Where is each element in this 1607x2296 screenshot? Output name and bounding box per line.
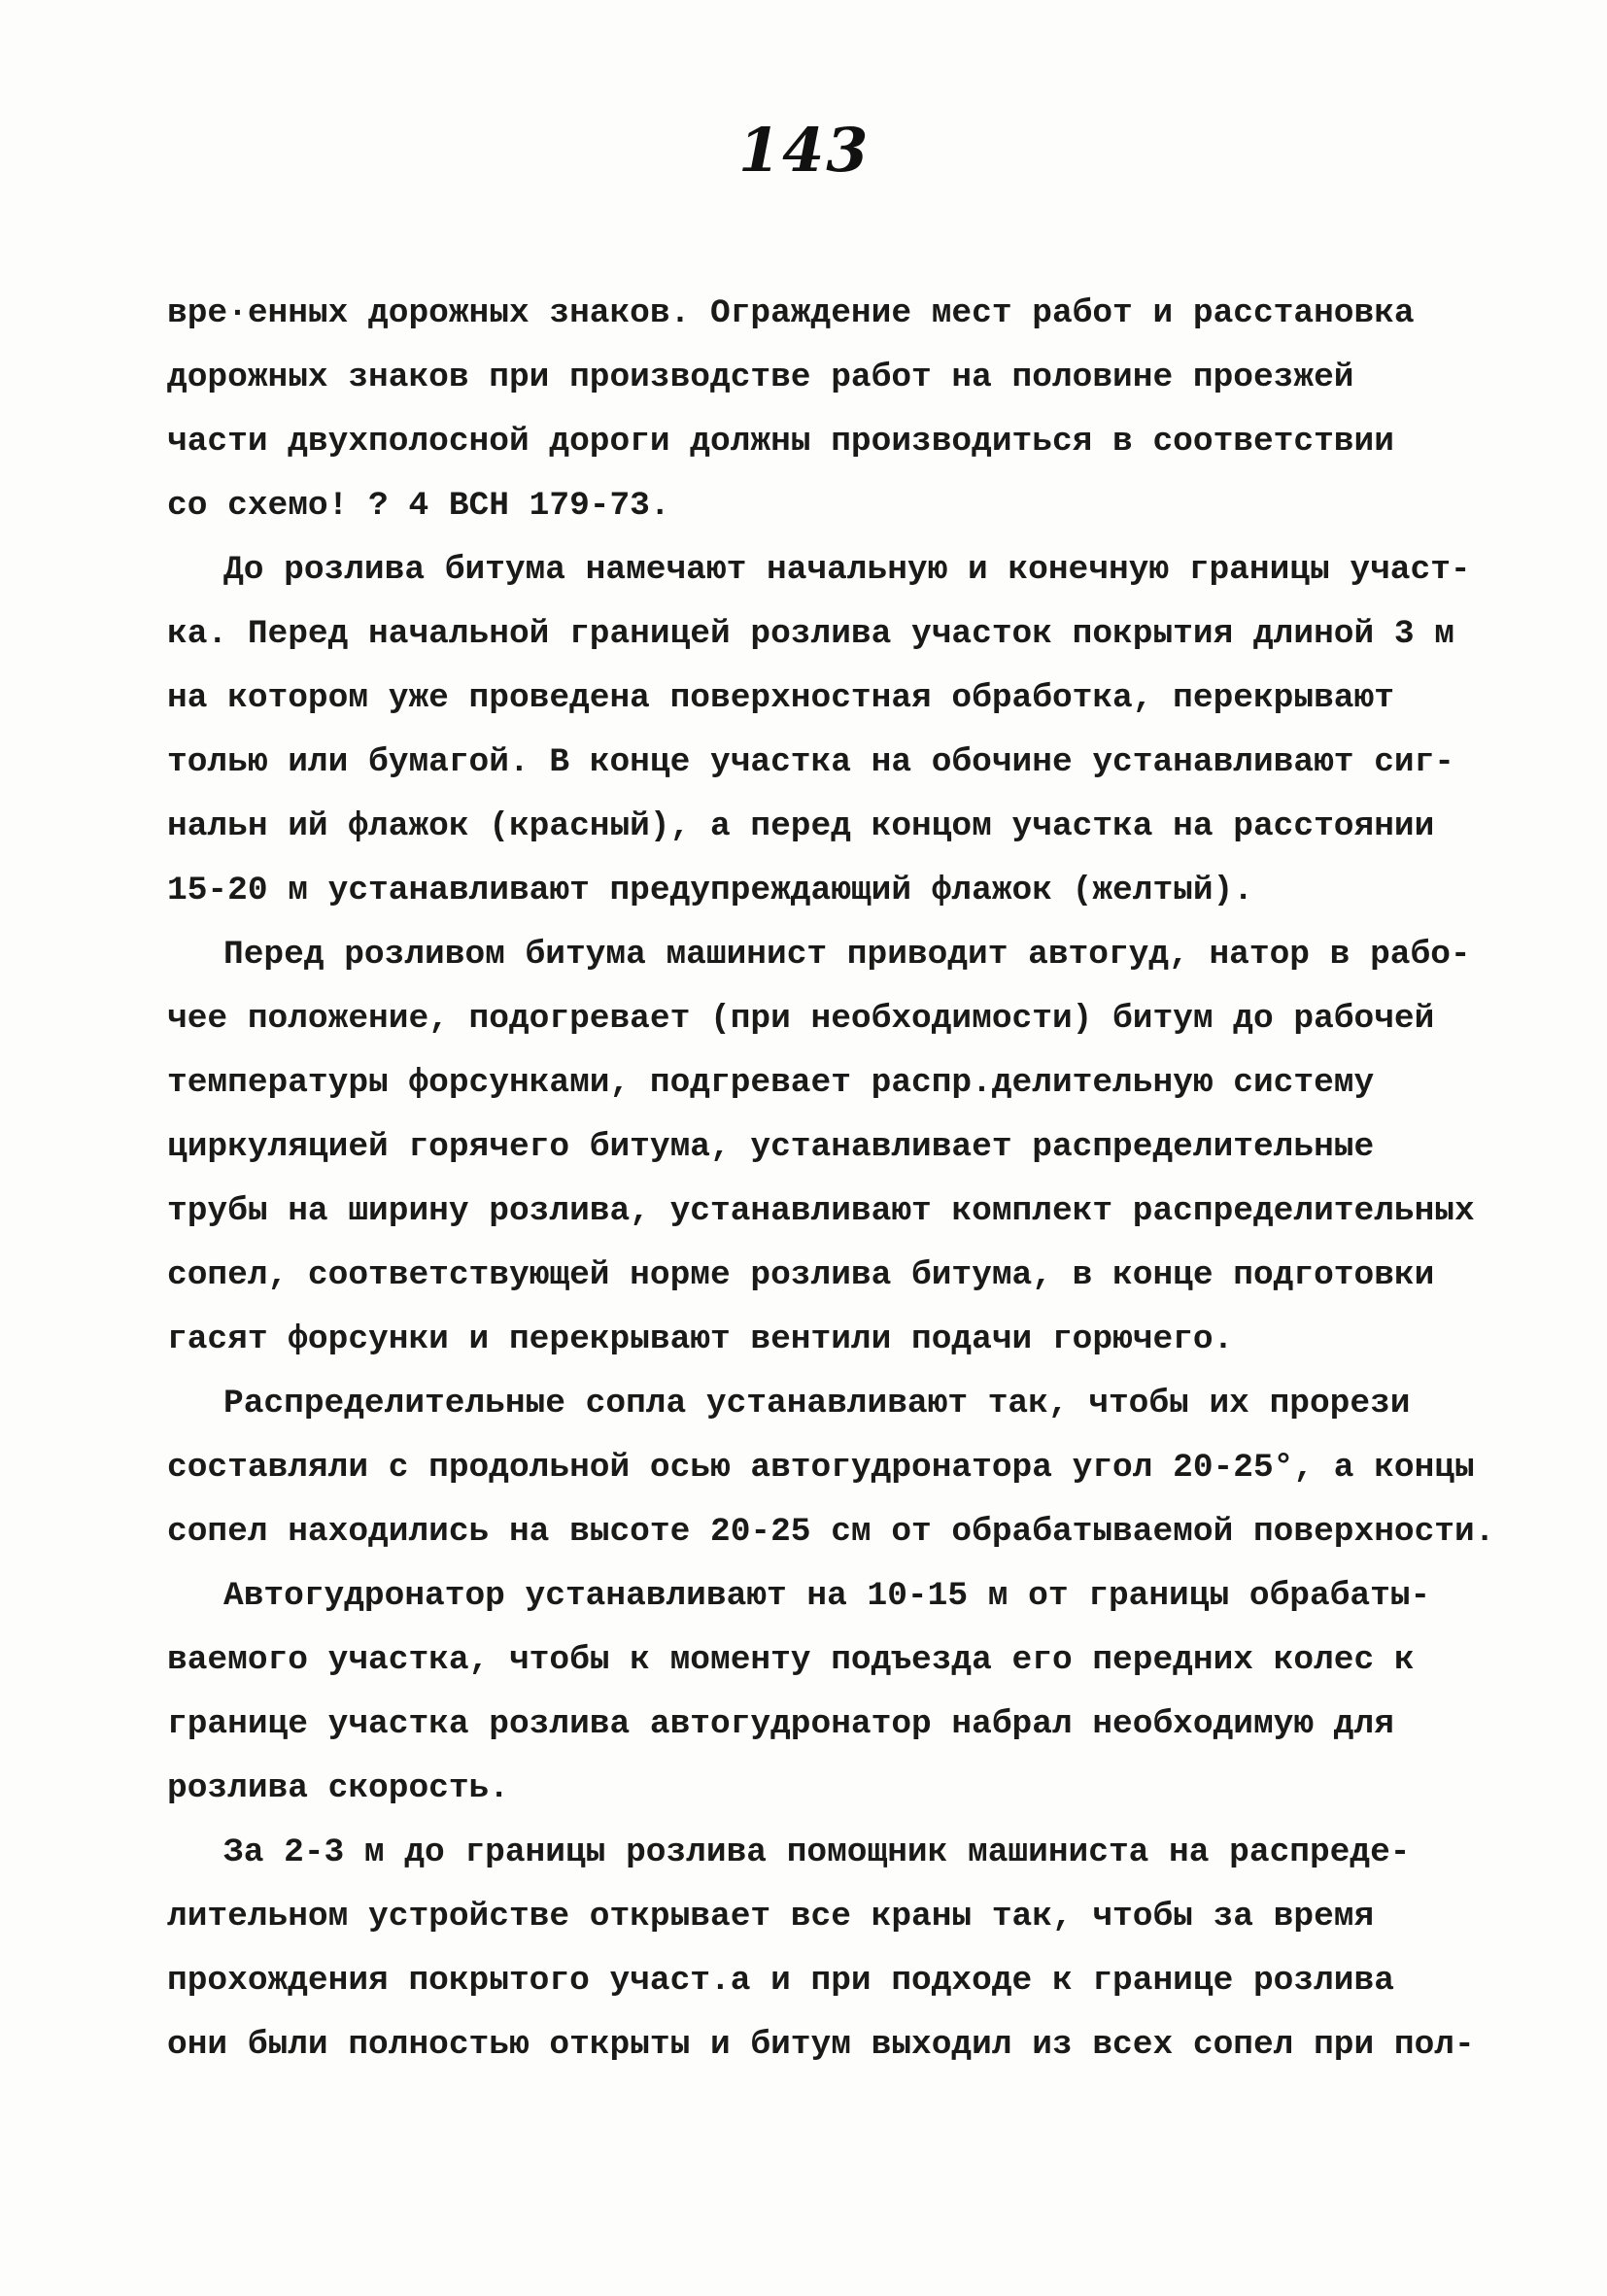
- text-line: они были полностью открыты и битум выходил из всех сопел при пол-: [167, 2026, 1475, 2064]
- text-line: дорожных знаков при производстве работ на половине проезжей: [167, 359, 1354, 396]
- text-line: со схемо! ? 4 ВСН 179-73.: [167, 487, 670, 525]
- text-line: прохождения покрытого участ.а и при подходе к границе розлива: [167, 1962, 1394, 2000]
- text-line: Автогудронатор устанавливают на 10-15 м от границы обрабаты-: [223, 1577, 1431, 1615]
- text-line: на котором уже проведена поверхностная обработка, перекрывают: [167, 679, 1394, 717]
- text-line: Перед розливом битума машинист приводит автогуд, натор в рабо-: [223, 936, 1471, 974]
- page-number: 143: [738, 115, 871, 186]
- text-line: гасят форсунки и перекрывают вентили подачи горючего.: [167, 1320, 1234, 1358]
- body-text: [167, 282, 1495, 2077]
- text-line: циркуляцией горячего битума, устанавливает распределительные: [167, 1128, 1375, 1166]
- text-line: части двухполосной дороги должны производиться в соответствии: [167, 423, 1394, 461]
- text-line: толью или бумагой. В конце участка на обочине устанавливают сиг-: [167, 743, 1455, 781]
- text-line: сопел находились на высоте 20-25 см от обрабатываемой поверхности.: [167, 1513, 1495, 1551]
- text-line: 15-20 м устанавливают предупреждающий флажок (желтый).: [167, 872, 1253, 909]
- text-line: температуры форсунками, подгревает распр.делительную систему: [167, 1064, 1375, 1102]
- text-line: вре·енных дорожных знаков. Ограждение мест работ и расстановка: [167, 294, 1415, 332]
- text-line: ка. Перед начальной границей розлива участок покрытия длиной 3 м: [167, 615, 1455, 653]
- text-line: составляли с продольной осью автогудронатора угол 20-25°, а концы: [167, 1449, 1475, 1487]
- text-line: лительном устройстве открывает все краны так, чтобы за время: [167, 1898, 1375, 1936]
- text-line: нальн ий флажок (красный), а перед концом участка на расстоянии: [167, 807, 1435, 845]
- text-line: сопел, соответствующей норме розлива битума, в конце подготовки: [167, 1256, 1435, 1294]
- text-line: ваемого участка, чтобы к моменту подъезда его передних колес к: [167, 1641, 1415, 1679]
- text-line: До розлива битума намечают начальную и конечную границы участ-: [223, 551, 1471, 589]
- text-line: За 2-3 м до границы розлива помощник машиниста на распреде-: [223, 1833, 1411, 1871]
- text-line: розлива скорость.: [167, 1769, 509, 1807]
- text-line: границе участка розлива автогудронатор набрал необходимую для: [167, 1705, 1394, 1743]
- text-line: Распределительные сопла устанавливают так, чтобы их прорези: [223, 1385, 1411, 1422]
- text-line: чее положение, подогревает (при необходимости) битум до рабочей: [167, 1000, 1435, 1038]
- text-line: трубы на ширину розлива, устанавливают комплект распределительных: [167, 1192, 1475, 1230]
